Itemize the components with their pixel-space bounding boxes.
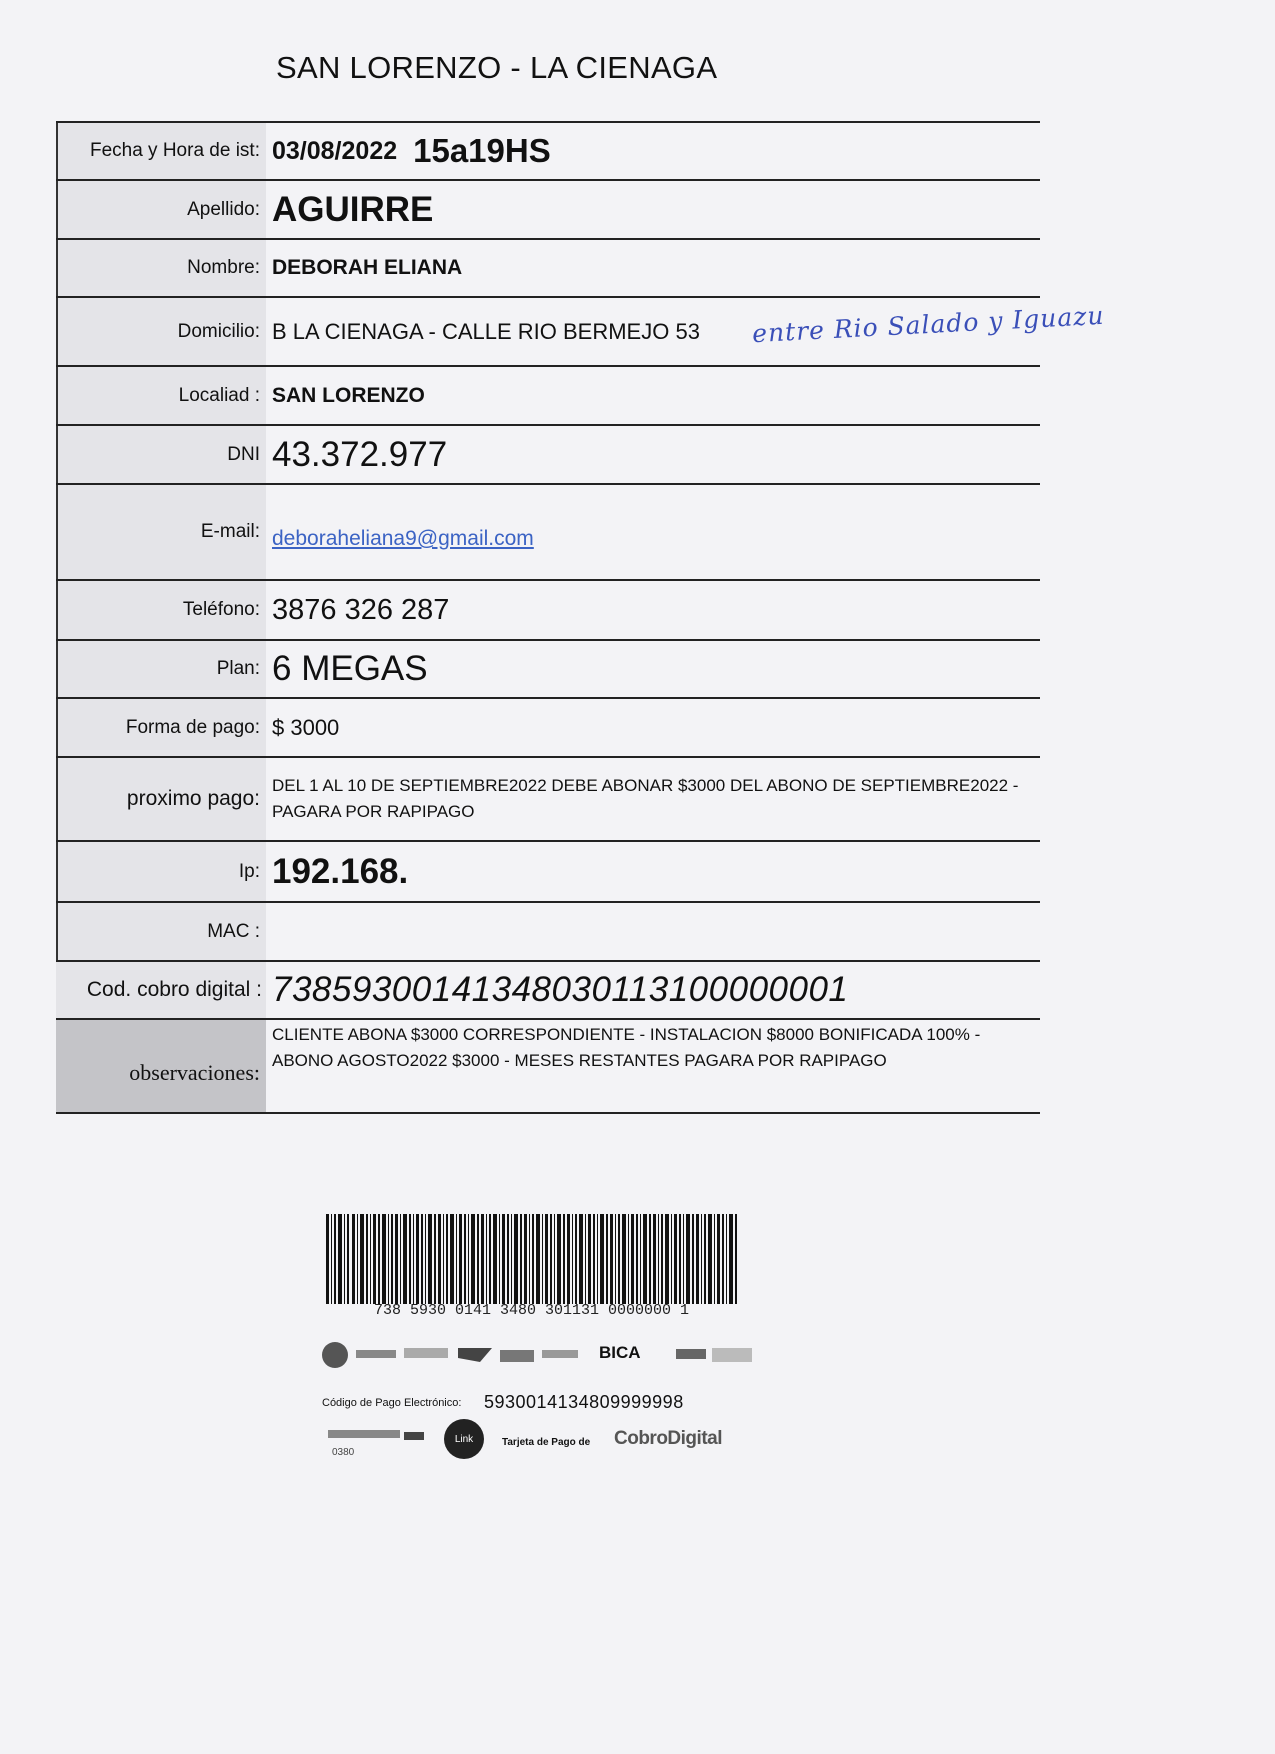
row-fecha <box>56 123 1040 181</box>
row-proximo-pago <box>56 758 1040 842</box>
pago-electronico-value: 5930014134809999998 <box>484 1392 684 1412</box>
domicilio-label: Domicilio: <box>56 298 266 365</box>
telefono-label: Teléfono: <box>56 581 266 639</box>
apellido-value: AGUIRRE <box>272 189 434 229</box>
ip-value: 192.168. <box>272 851 409 891</box>
link-logo: Link <box>444 1419 484 1459</box>
mac-label: MAC : <box>56 903 266 960</box>
observaciones-label: observaciones: <box>56 1020 266 1112</box>
tarjeta-label: Tarjeta de Pago de <box>502 1437 591 1448</box>
plan-label: Plan: <box>56 641 266 697</box>
nombre-label: Nombre: <box>56 240 266 296</box>
row-telefono <box>56 581 1040 641</box>
localidad-label: Localiad : <box>56 367 266 424</box>
forma-pago-value: $ 3000 <box>272 714 340 740</box>
proximo-pago-label: proximo pago: <box>56 758 266 840</box>
pago-electronico-label: Código de Pago Electrónico: <box>322 1397 462 1409</box>
fecha-time: 15a19HS <box>413 132 551 169</box>
email-link[interactable]: deboraheliana9@gmail.com <box>272 527 534 550</box>
dni-value: 43.372.977 <box>272 434 448 474</box>
row-ip <box>56 842 1040 903</box>
cuentas-code: 0380 <box>332 1447 355 1458</box>
cod-cobro-label: Cod. cobro digital : <box>56 962 266 1018</box>
nombre-value: DEBORAH ELIANA <box>272 256 463 279</box>
barcode-image <box>324 1214 744 1306</box>
payment-coupon <box>294 1204 760 1478</box>
row-mac <box>56 903 1040 962</box>
fecha-value <box>266 123 1040 179</box>
telefono-value: 3876 326 287 <box>272 593 450 626</box>
fecha-label: Fecha y Hora de ist: <box>56 123 266 179</box>
handwritten-note: entre Rio Salado y Iguazu <box>751 300 1106 349</box>
barcode-number: 738 5930 0141 3480 301131 0000000 1 <box>374 1302 690 1319</box>
plan-value: 6 MEGAS <box>272 649 428 688</box>
forma-pago-label: Forma de pago: <box>56 699 266 756</box>
row-cod-cobro <box>56 962 1040 1020</box>
row-apellido <box>56 181 1040 240</box>
payment-network-logos <box>320 1340 760 1370</box>
domicilio-value: B LA CIENAGA - CALLE RIO BERMEJO 53 <box>272 318 700 344</box>
ip-label: Ip: <box>56 842 266 901</box>
row-dni <box>56 426 1040 485</box>
customer-form <box>56 121 1040 1114</box>
bica-logo: BICA <box>599 1343 641 1362</box>
row-nombre <box>56 240 1040 298</box>
fecha-date: 03/08/2022 <box>272 136 398 165</box>
row-observaciones <box>56 1020 1040 1114</box>
row-forma-pago <box>56 699 1040 758</box>
cobrodigital-logo: CobroDigital <box>614 1428 722 1449</box>
proximo-pago-value: DEL 1 AL 10 DE SEPTIEMBRE2022 DEBE ABONAR $3000 DEL ABONO DE SEPTIEMBRE2022 - PAGARA POR RAPIPAGO <box>272 776 1019 821</box>
cod-cobro-value: 73859300141348030113100000001 <box>272 970 849 1009</box>
row-localidad <box>56 367 1040 426</box>
localidad-value: SAN LORENZO <box>272 383 425 407</box>
pagomiscuentas-logo <box>328 1426 428 1444</box>
apellido-label: Apellido: <box>56 181 266 238</box>
page-title: SAN LORENZO - LA CIENAGA <box>276 50 718 85</box>
email-label: E-mail: <box>56 485 266 579</box>
dni-label: DNI <box>56 426 266 483</box>
observaciones-value: CLIENTE ABONA $3000 CORRESPONDIENTE - INSTALACION $8000 BONIFICADA 100% - ABONO AGOSTO2022 $3000 - MESES RESTANTES PAGARA POR RAPIPAGO <box>272 1025 981 1070</box>
row-plan <box>56 641 1040 699</box>
mac-value <box>266 903 1040 960</box>
email-cell <box>266 485 1040 579</box>
row-email <box>56 485 1040 581</box>
